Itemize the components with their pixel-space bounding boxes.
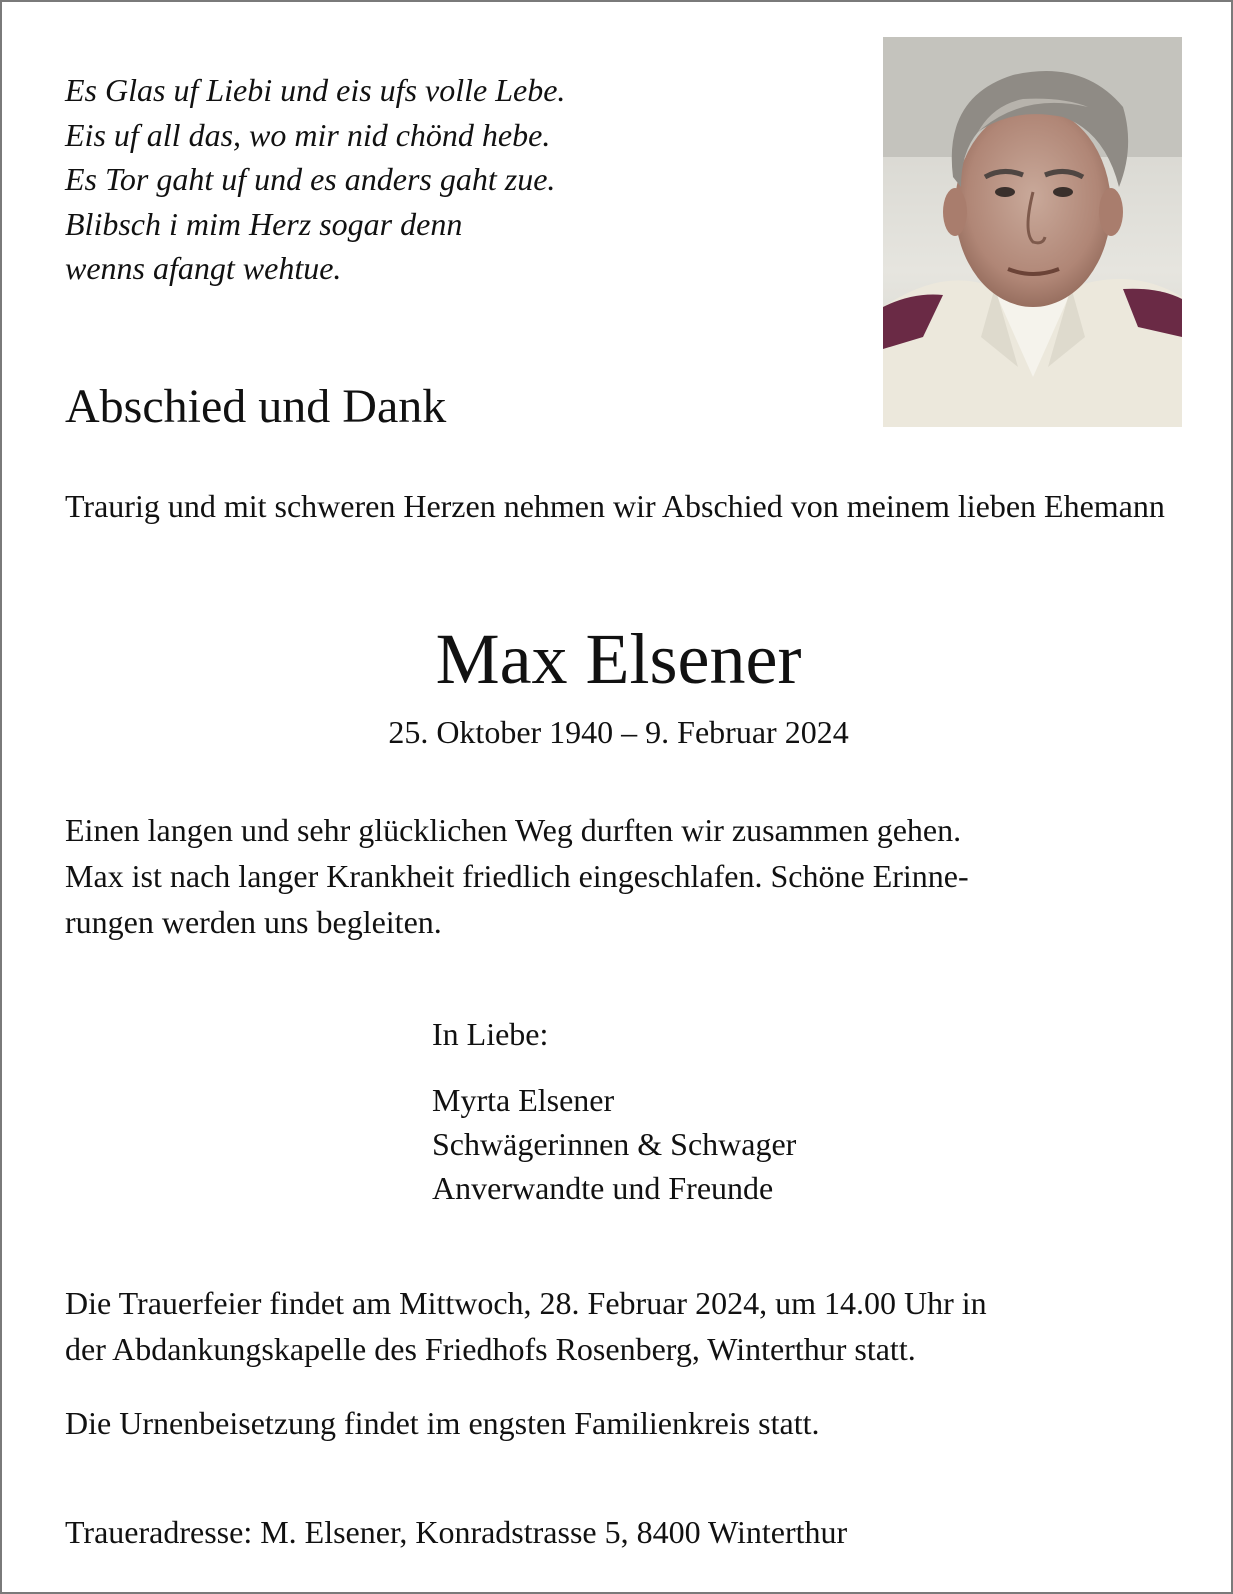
service-info [65, 1280, 987, 1372]
urn-info: Die Urnenbeisetzung findet im engsten Familienkreis statt. [65, 1405, 820, 1441]
signer: Schwägerinnen & Schwager [432, 1126, 797, 1162]
portrait-photo [883, 37, 1182, 427]
signer: Anverwandte und Freunde [432, 1170, 774, 1206]
intro-text: Traurig und mit schweren Herzen nehmen wir Abschied von meinem lieben Ehemann [65, 488, 1165, 524]
body-text [65, 807, 969, 945]
poem-line: wenns afangt wehtue. [65, 250, 342, 286]
signer: Myrta Elsener [432, 1082, 615, 1118]
service-line: der Abdankungskapelle des Friedhofs Rosenberg, Winterthur statt. [65, 1331, 916, 1367]
life-dates: 25. Oktober 1940 – 9. Februar 2024 [388, 714, 849, 750]
body-line: rungen werden uns begleiten. [65, 904, 442, 940]
poem-line: Blibsch i mim Herz sogar denn [65, 205, 463, 242]
poem [65, 68, 565, 291]
service-line: Die Trauerfeier findet am Mittwoch, 28. Februar 2024, um 14.00 Uhr in [65, 1285, 987, 1321]
heading-abschied: Abschied und Dank [65, 380, 447, 433]
portrait-illustration [883, 37, 1182, 427]
poem-line: Eis uf all das, wo mir nid chönd hebe. [65, 116, 551, 153]
body-line: Max ist nach langer Krankheit friedlich eingeschlafen. Schöne Erinne- [65, 858, 969, 894]
deceased-name: Max Elsener [435, 619, 802, 699]
poem-line: Es Tor gaht uf und es anders gaht zue. [65, 161, 556, 197]
signers-list [432, 1078, 796, 1210]
body-line: Einen langen und sehr glücklichen Weg durften wir zusammen gehen. [65, 812, 962, 848]
mourning-address: Traueradresse: M. Elsener, Konradstrasse 5, 8400 Winterthur [65, 1514, 848, 1550]
love-label: In Liebe: [432, 1016, 549, 1052]
poem-line: Es Glas uf Liebi und eis ufs volle Lebe. [65, 72, 566, 108]
